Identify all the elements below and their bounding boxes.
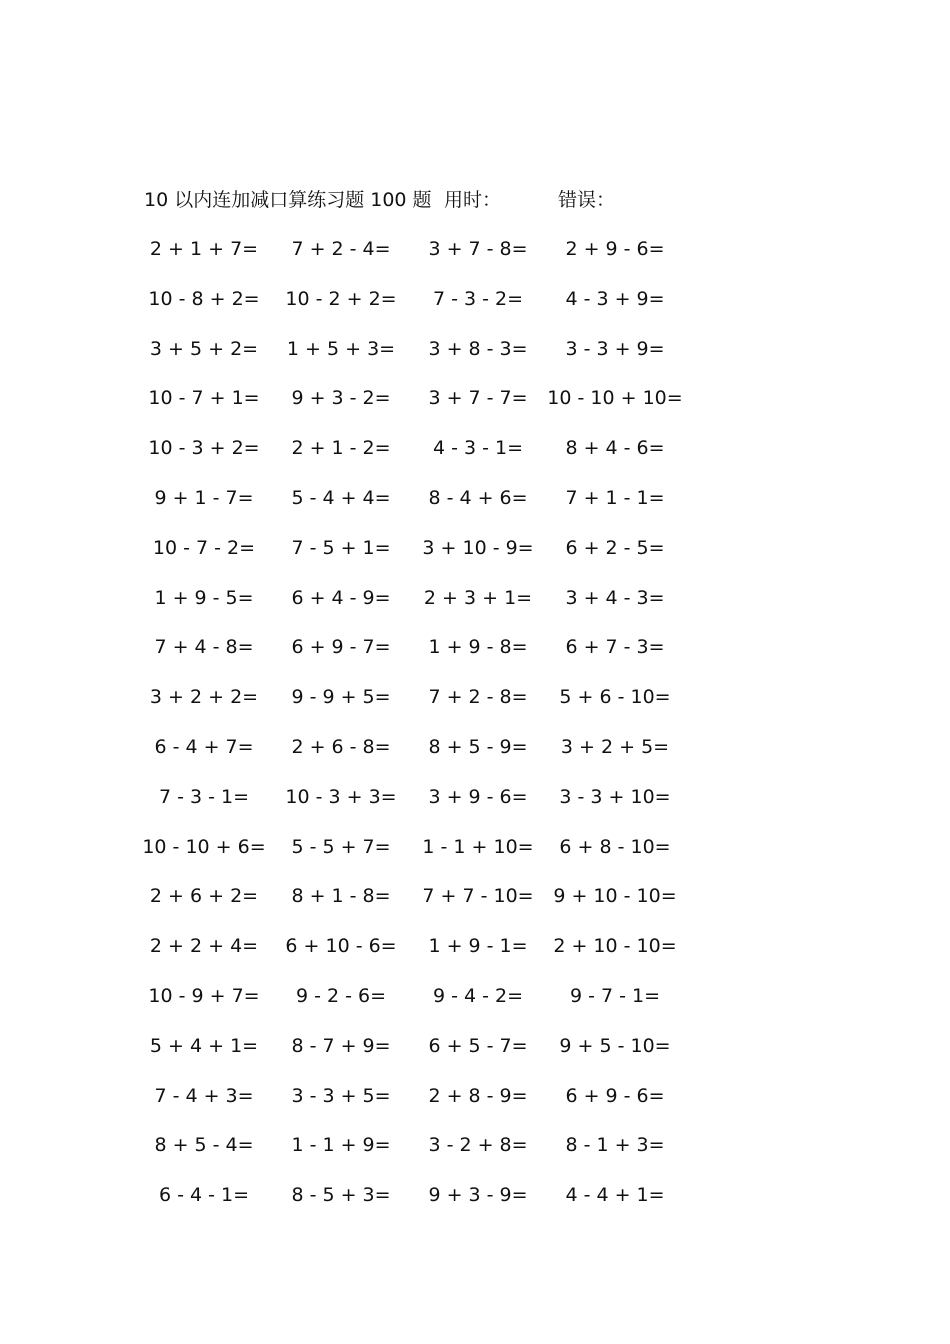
problem-item: 10 - 7 - 2= — [152, 536, 256, 559]
problem-item: 3 + 8 - 3= — [428, 337, 528, 360]
problem-item: 3 + 7 - 7= — [428, 387, 528, 410]
problem-item: 5 + 6 - 10= — [559, 686, 671, 709]
problem-item: 7 - 4 + 3= — [154, 1084, 254, 1107]
problem-item: 6 - 4 + 7= — [154, 735, 254, 758]
problem-item: 5 - 4 + 4= — [291, 486, 391, 509]
problem-item: 9 + 3 - 9= — [428, 1184, 528, 1207]
problem-item: 6 + 4 - 9= — [291, 586, 391, 609]
problem-row — [0, 782, 950, 832]
problem-item: 4 - 3 - 1= — [432, 437, 524, 460]
problem-item: 6 + 5 - 7= — [428, 1034, 528, 1057]
problem-item: 2 + 6 + 2= — [149, 885, 259, 908]
problem-item: 2 + 3 + 1= — [423, 586, 533, 609]
problem-row — [0, 732, 950, 782]
errors-label: 错误： — [558, 189, 616, 211]
problem-item: 6 + 8 - 10= — [559, 835, 671, 858]
problem-row — [0, 533, 950, 583]
problem-item: 2 + 2 + 4= — [149, 935, 259, 958]
problem-item: 4 - 4 + 1= — [565, 1184, 665, 1207]
problem-item: 2 + 1 + 7= — [149, 238, 259, 260]
problem-row — [0, 383, 950, 433]
problem-item: 1 - 1 + 9= — [291, 1134, 391, 1157]
worksheet-header — [0, 186, 950, 214]
problem-row — [0, 483, 950, 533]
problem-item: 10 - 2 + 2= — [285, 287, 397, 310]
time-label: 用时： — [444, 189, 502, 211]
problem-item: 9 - 7 - 1= — [569, 984, 661, 1007]
problem-item: 2 + 9 - 6= — [565, 238, 665, 260]
problem-item: 9 + 3 - 2= — [291, 387, 391, 410]
problem-item: 1 + 5 + 3= — [286, 337, 396, 360]
problem-item: 2 + 8 - 9= — [428, 1084, 528, 1107]
problem-item: 2 + 10 - 10= — [553, 935, 677, 958]
problem-row — [0, 334, 950, 384]
problem-row — [0, 981, 950, 1031]
problem-item: 8 - 7 + 9= — [291, 1034, 391, 1057]
problem-item: 4 - 3 + 9= — [565, 287, 665, 310]
problem-item: 6 + 9 - 6= — [565, 1084, 665, 1107]
problem-item: 5 - 5 + 7= — [291, 835, 391, 858]
problem-item: 2 + 1 - 2= — [291, 437, 391, 460]
problem-item: 8 - 4 + 6= — [428, 486, 528, 509]
problem-item: 7 - 3 - 2= — [432, 287, 524, 310]
problem-row — [0, 682, 950, 732]
problem-item: 3 + 2 + 2= — [149, 686, 259, 709]
problem-item: 7 + 1 - 1= — [565, 486, 665, 509]
problem-item: 3 + 10 - 9= — [422, 536, 534, 559]
problem-item: 3 + 7 - 8= — [428, 238, 528, 260]
problem-item: 1 + 9 - 8= — [428, 636, 528, 659]
problem-row — [0, 433, 950, 483]
problem-grid — [0, 234, 950, 1230]
problem-item: 6 + 2 - 5= — [565, 536, 665, 559]
problem-item: 8 + 5 - 9= — [428, 735, 528, 758]
problem-item: 1 + 9 - 5= — [154, 586, 254, 609]
problem-row — [0, 832, 950, 882]
problem-row — [0, 583, 950, 633]
problem-item: 10 - 10 + 10= — [547, 387, 683, 410]
problem-item: 3 - 3 + 5= — [291, 1084, 391, 1107]
problem-item: 8 - 5 + 3= — [291, 1184, 391, 1207]
problem-item: 9 - 4 - 2= — [432, 984, 524, 1007]
problem-item: 9 + 10 - 10= — [553, 885, 677, 908]
problem-item: 7 - 5 + 1= — [291, 536, 391, 559]
problem-item: 6 - 4 - 1= — [158, 1184, 250, 1207]
problem-row — [0, 1130, 950, 1180]
problem-item: 8 + 5 - 4= — [154, 1134, 254, 1157]
problem-item: 2 + 6 - 8= — [291, 735, 391, 758]
problem-item: 6 + 7 - 3= — [565, 636, 665, 659]
problem-item: 9 - 2 - 6= — [295, 984, 387, 1007]
problem-item: 10 - 10 + 6= — [142, 835, 266, 858]
problem-row — [0, 1081, 950, 1131]
problem-item: 3 - 2 + 8= — [428, 1134, 528, 1157]
problem-row — [0, 1031, 950, 1081]
problem-item: 3 - 3 + 10= — [559, 785, 671, 808]
problem-item: 3 + 9 - 6= — [428, 785, 528, 808]
problem-item: 7 + 4 - 8= — [154, 636, 254, 659]
problem-item: 7 + 2 - 8= — [428, 686, 528, 709]
problem-item: 9 + 5 - 10= — [559, 1034, 671, 1057]
problem-item: 8 - 1 + 3= — [565, 1134, 665, 1157]
problem-item: 3 + 5 + 2= — [149, 337, 259, 360]
problem-row — [0, 284, 950, 334]
problem-row — [0, 234, 950, 284]
problem-row — [0, 881, 950, 931]
problem-item: 3 - 3 + 9= — [565, 337, 665, 360]
problem-item: 7 + 7 - 10= — [422, 885, 534, 908]
worksheet-title: 10 以内连加减口算练习题 100 题 — [144, 189, 432, 211]
problem-item: 10 - 7 + 1= — [148, 387, 260, 410]
problem-row — [0, 632, 950, 682]
problem-item: 10 - 9 + 7= — [148, 984, 260, 1007]
problem-item: 8 + 4 - 6= — [565, 437, 665, 460]
problem-row — [0, 931, 950, 981]
problem-item: 9 - 9 + 5= — [291, 686, 391, 709]
problem-item: 9 + 1 - 7= — [154, 486, 254, 509]
problem-item: 7 + 2 - 4= — [291, 238, 391, 260]
problem-item: 6 + 9 - 7= — [291, 636, 391, 659]
problem-item: 1 + 9 - 1= — [428, 935, 528, 958]
problem-item: 3 + 2 + 5= — [560, 735, 670, 758]
problem-item: 7 - 3 - 1= — [158, 785, 250, 808]
problem-item: 6 + 10 - 6= — [285, 935, 397, 958]
problem-item: 10 - 8 + 2= — [148, 287, 260, 310]
problem-item: 5 + 4 + 1= — [149, 1034, 259, 1057]
problem-item: 3 + 4 - 3= — [565, 586, 665, 609]
problem-item: 10 - 3 + 2= — [148, 437, 260, 460]
problem-item: 10 - 3 + 3= — [285, 785, 397, 808]
problem-item: 8 + 1 - 8= — [291, 885, 391, 908]
problem-row — [0, 1180, 950, 1230]
problem-item: 1 - 1 + 10= — [422, 835, 534, 858]
